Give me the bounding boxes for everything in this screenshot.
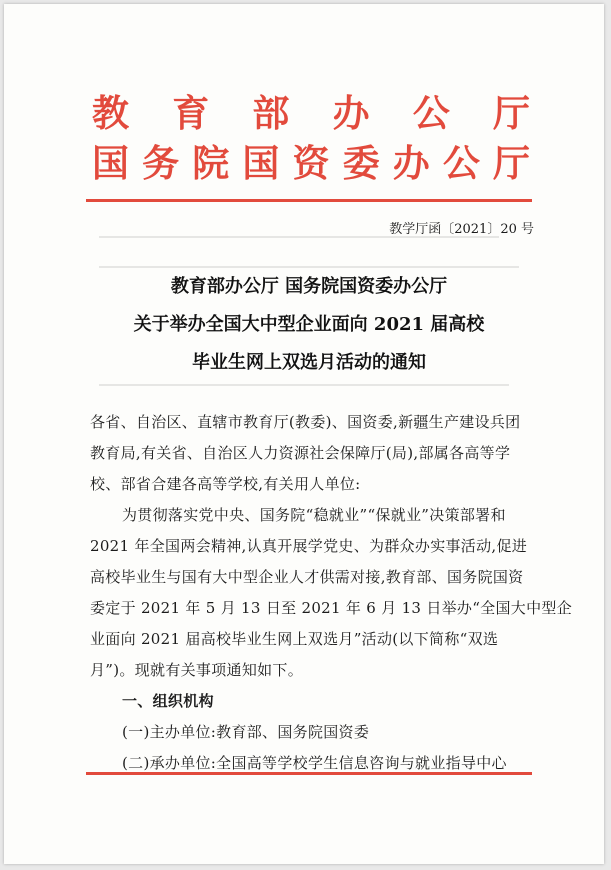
header-char: 院 — [192, 142, 230, 185]
recipients-line: 各省、自治区、直辖市教育厅(教委)、国资委,新疆生产建设兵团 — [90, 413, 521, 431]
notice-title-line-1: 教育部办公厅 国务院国资委办公厅 — [170, 276, 448, 297]
section-item: (一)主办单位:教育部、国务院国资委 — [122, 723, 370, 741]
header-char: 国 — [242, 142, 280, 185]
notice-title-line-2: 关于举办全国大中型企业面向 2021 届高校 — [133, 314, 485, 335]
issuer-header-line-2 — [92, 142, 530, 186]
header-char: 部 — [252, 92, 290, 135]
notice-title-line-3: 毕业生网上双选月活动的通知 — [192, 352, 426, 373]
red-divider-bottom — [86, 772, 532, 775]
header-char: 国 — [92, 142, 129, 185]
section-item: (二)承办单位:全国高等学校学生信息咨询与就业指导中心 — [122, 754, 507, 772]
document-page — [4, 4, 604, 864]
header-char: 务 — [142, 142, 180, 185]
section-heading: 一、组织机构 — [122, 692, 214, 710]
header-char: 厅 — [493, 142, 530, 185]
body-paragraph-line: 高校毕业生与国有大中型企业人才供需对接,教育部、国务院国资 — [90, 568, 524, 586]
bleed-through-mark — [99, 384, 509, 386]
header-char: 公 — [412, 92, 450, 135]
document-number: 教学厅函〔2021〕20 号 — [389, 222, 534, 237]
issuer-header-line-1 — [92, 92, 530, 136]
header-char: 委 — [342, 142, 380, 185]
body-paragraph-line: 委定于 2021 年 5 月 13 日至 2021 年 6 月 13 日举办“全国大中型企 — [90, 599, 572, 617]
recipients-line: 教育局,有关省、自治区人力资源社会保障厅(局),部属各高等学 — [90, 444, 511, 462]
recipients-line: 校、部省合建各高等学校,有关用人单位: — [90, 475, 361, 493]
body-paragraph-line: 为贯彻落实党中央、国务院“稳就业”“保就业”决策部署和 — [122, 506, 506, 524]
body-paragraph-line: 月”)。现就有关事项通知如下。 — [90, 661, 304, 679]
body-paragraph-line: 2021 年全国两会精神,认真开展学党史、为群众办实事活动,促进 — [90, 537, 528, 555]
bleed-through-mark — [99, 266, 519, 268]
header-char: 教 — [92, 92, 129, 135]
body-paragraph-line: 业面向 2021 届高校毕业生网上双选月”活动(以下简称“双选 — [90, 630, 499, 648]
header-char: 资 — [292, 142, 330, 185]
red-divider-top — [86, 199, 532, 202]
header-char: 厅 — [492, 92, 530, 135]
header-char: 公 — [442, 142, 480, 185]
header-char: 育 — [172, 92, 210, 135]
header-char: 办 — [392, 142, 430, 185]
header-char: 办 — [332, 92, 370, 135]
bleed-through-mark — [99, 236, 499, 238]
